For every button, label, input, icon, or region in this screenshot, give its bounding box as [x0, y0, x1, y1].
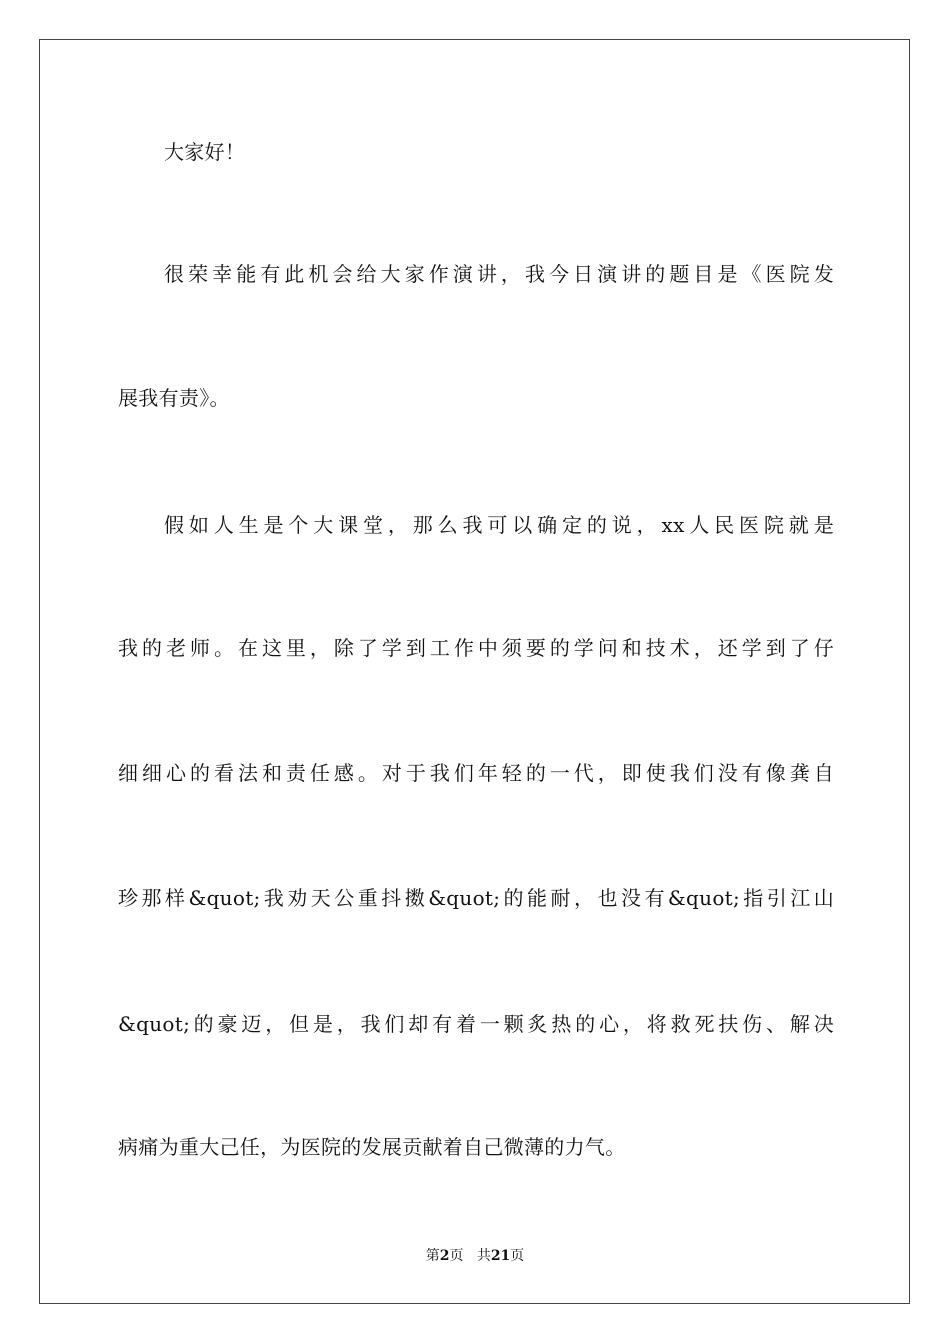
paragraph-line: 细细心的看法和责任感。对于我们年轻的一代，即使我们没有像龚自	[118, 761, 834, 785]
page-suffix: 页	[449, 1248, 464, 1264]
total-pages: 21	[490, 1248, 511, 1264]
paragraph-line: 假如人生是个大课堂，那么我可以确定的说，xx人民医院就是	[164, 513, 834, 537]
page-prefix: 第	[425, 1248, 440, 1264]
paragraph-line: &quot;的豪迈，但是，我们却有着一颗炙热的心，将救死扶伤、解决	[118, 1012, 834, 1036]
greeting-line: 大家好！	[164, 140, 246, 164]
total-prefix: 共	[476, 1248, 491, 1264]
paragraph-line: 展我有责》。	[118, 386, 230, 410]
paragraph-line: 珍那样&quot;我劝天公重抖擞&quot;的能耐，也没有&quot;指引江山	[118, 886, 834, 910]
paragraph-line: 我的老师。在这里，除了学到工作中须要的学问和技术，还学到了仔	[118, 636, 834, 660]
page-border	[39, 39, 910, 1304]
total-suffix: 页	[510, 1248, 525, 1264]
page-number: 2	[439, 1248, 450, 1264]
page-footer	[0, 1247, 950, 1265]
paragraph-line: 病痛为重大己任，为医院的发展贡献着自己微薄的力气。	[118, 1135, 626, 1159]
paragraph-line: 很荣幸能有此机会给大家作演讲，我今日演讲的题目是《医院发	[164, 262, 834, 286]
